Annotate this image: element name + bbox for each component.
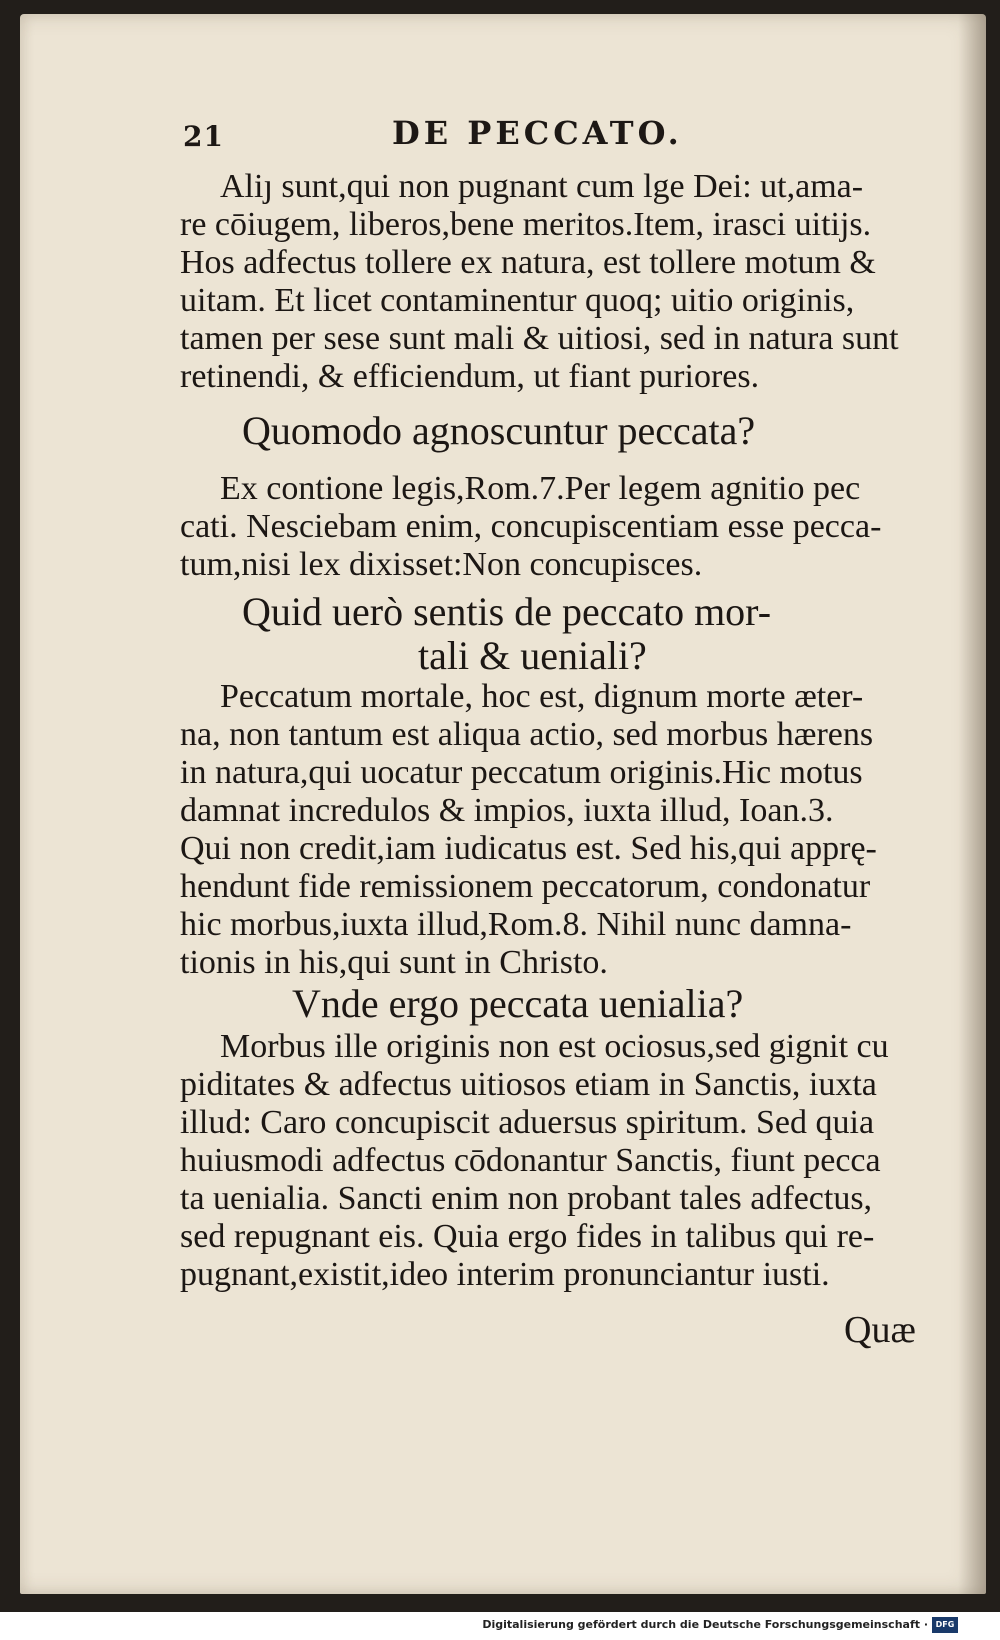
text-line: Hos adfectus tollere ex natura, est tollere motum & [180, 244, 876, 281]
text-line: cati. Nesciebam enim, concupiscentiam esse pecca- [180, 508, 882, 545]
text-line: uitam. Et licet contaminentur quoq; uitio originis, [180, 282, 855, 319]
text-line: hendunt fide remissionem peccatorum, condonatur [180, 868, 871, 905]
text-line: huiusmodi adfectus cōdonantur Sanctis, fiunt pecca [180, 1142, 881, 1179]
text-line: tum,nisi lex dixisset:Non concupisces. [180, 546, 703, 583]
text-line: re cōiugem, liberos,bene meritos.Item, irasci uitijs. [180, 206, 872, 243]
text-line: Morbus ille originis non est ociosus,sed gignit cu [220, 1028, 889, 1065]
text-line: Ex contione legis,Rom.7.Per legem agnitio pec [220, 470, 861, 507]
text-line: tamen per sese sunt mali & uitiosi, sed in natura sunt [180, 320, 899, 357]
text-line: piditates & adfectus uitiosos etiam in Sanctis, iuxta [180, 1066, 877, 1103]
page-edge-shadow [958, 14, 986, 1594]
catchword: Quæ [844, 1309, 916, 1351]
funding-credit: Digitalisierung gefördert durch die Deutsche Forschungsgemeinschaft · [482, 1618, 928, 1631]
section-heading: Quomodo agnoscuntur peccata? [242, 408, 756, 453]
book-page [20, 14, 986, 1594]
text-line: hic morbus,iuxta illud,Rom.8. Nihil nunc damna- [180, 906, 852, 943]
text-line: pugnant,existit,ideo interim pronunciantur iusti. [180, 1256, 830, 1293]
section-heading: Quid uerò sentis de peccato mor- [242, 589, 772, 634]
text-line: Qui non credit,iam iudicatus est. Sed his,qui apprę- [180, 830, 877, 867]
section-heading: tali & ueniali? [418, 633, 647, 678]
text-line: in natura,qui uocatur peccatum originis.Hic motus [180, 754, 863, 791]
text-line: retinendi, & efficiendum, ut fiant puriores. [180, 358, 760, 395]
text-line: na, non tantum est aliqua actio, sed morbus hærens [180, 716, 874, 753]
digitization-footer [0, 1612, 1000, 1640]
section-heading: Vnde ergo peccata uenialia? [292, 981, 744, 1026]
text-line: Aliȷ sunt,qui non pugnant cum lge Dei: ut,ama- [220, 168, 864, 205]
text-line: tionis in his,qui sunt in Christo. [180, 944, 608, 981]
text-line: damnat incredulos & impios, iuxta illud, Ioan.3. [180, 792, 834, 829]
running-title: DE PECCATO. [392, 114, 683, 152]
page-number: 21 [183, 120, 224, 153]
dfg-logo: DFG [932, 1617, 958, 1633]
text-line: sed repugnant eis. Quia ergo fides in talibus qui re- [180, 1218, 875, 1255]
text-line: illud: Caro concupiscit aduersus spiritum. Sed quia [180, 1104, 875, 1141]
text-line: ta uenialia. Sancti enim non probant tales adfectus, [180, 1180, 873, 1217]
text-line: Peccatum mortale, hoc est, dignum morte æter- [220, 678, 864, 715]
